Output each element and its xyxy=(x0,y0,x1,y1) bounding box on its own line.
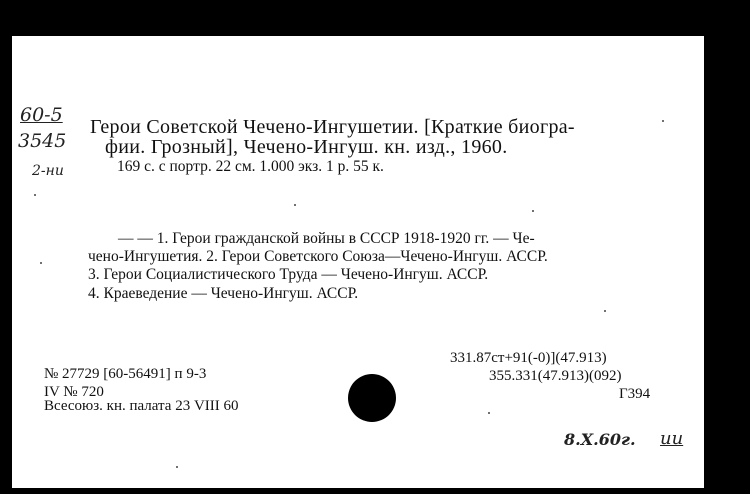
title-line-1: Герои Советской Чечено-Ингушетии. [Краткие биогра- xyxy=(90,116,575,138)
punch-hole xyxy=(348,374,396,422)
speck xyxy=(176,466,178,468)
handwritten-initials: ии xyxy=(660,428,684,449)
title-line-2: фии. Грозный], Чечено-Ингуш. кн. изд., 1960. xyxy=(105,136,508,158)
speck xyxy=(294,204,296,206)
shelf-mark-top: 60-5 xyxy=(20,104,63,126)
speck xyxy=(532,210,534,212)
speck xyxy=(662,120,664,122)
speck xyxy=(488,412,490,414)
shelf-mark-bottom: 3545 xyxy=(18,130,67,152)
registration-number: № 27729 [60-56491] п 9-3 xyxy=(44,366,207,382)
subject-line-4: 4. Краеведение — Чечено-Ингуш. АССР. xyxy=(88,285,359,302)
physical-description: 169 с. с портр. 22 см. 1.000 экз. 1 р. 55 к. xyxy=(117,158,384,175)
speck xyxy=(40,262,42,264)
speck xyxy=(604,310,606,312)
subject-line-1: — — 1. Герои гражданской войны в СССР 1918-1920 гг. — Че- xyxy=(118,230,535,247)
handwritten-date: 8.Х.60г. xyxy=(564,430,636,449)
subject-line-3: 3. Герои Социалистического Труда — Чечено-Ингуш. АССР. xyxy=(88,266,489,283)
subject-line-2: чено-Ингушетия. 2. Герои Советского Союза—Чечено-Ингуш. АССР. xyxy=(88,248,548,265)
handwritten-note: 2-ни xyxy=(32,163,64,179)
classification-line-1: 331.87ст+91(-0)](47.913) xyxy=(450,350,607,366)
chamber-imprint: Всесоюз. кн. палата 23 VIII 60 xyxy=(44,398,239,414)
classification-line-2: 355.331(47.913)(092) xyxy=(489,368,622,384)
registration-code: IV № 720 xyxy=(44,384,104,400)
speck xyxy=(34,194,36,196)
author-mark: Г394 xyxy=(619,386,651,402)
catalog-card xyxy=(12,36,704,488)
